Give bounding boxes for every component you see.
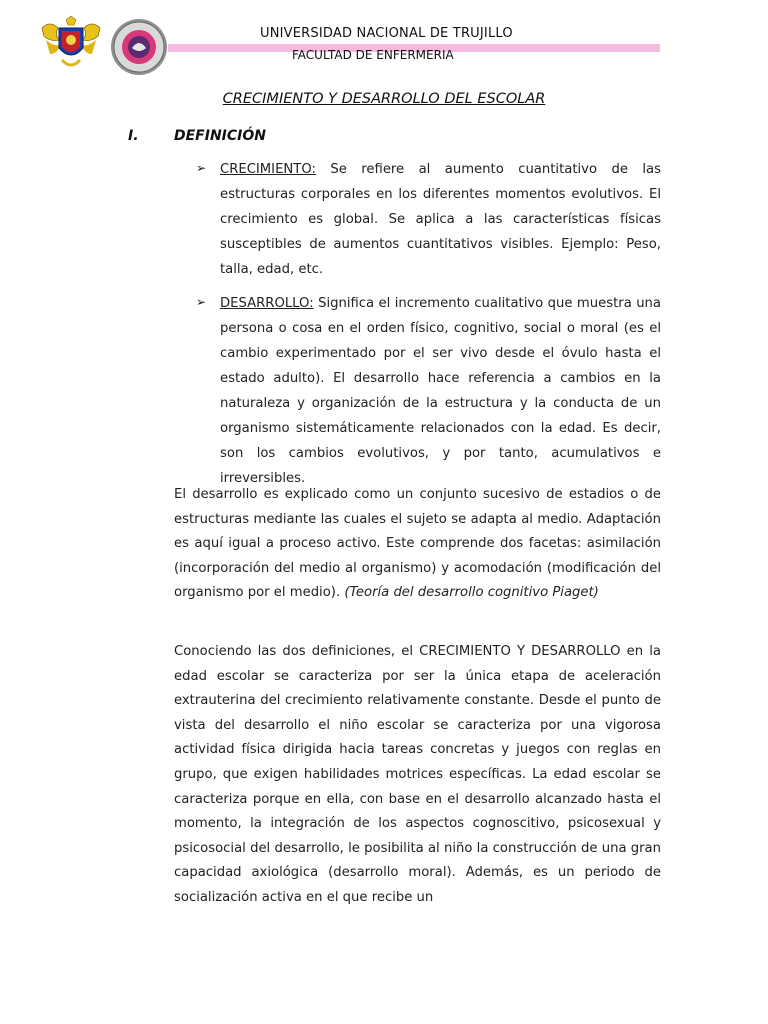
term-crecimiento: CRECIMIENTO: [220, 162, 316, 177]
piaget-citation: (Teoría del desarrollo cognitivo Piaget) [344, 585, 599, 601]
definition-crecimiento [220, 157, 661, 282]
definition-desarrollo [220, 291, 661, 491]
section-number: I. [128, 128, 139, 144]
university-crest-logo [40, 14, 102, 72]
university-name: UNIVERSIDAD NACIONAL DE TRUJILLO [260, 26, 513, 41]
paragraph-piaget [174, 483, 661, 606]
faculty-seal-logo [110, 18, 168, 76]
document-title: CRECIMIENTO Y DESARROLLO DEL ESCOLAR [222, 91, 546, 107]
paragraph-piaget-text: El desarrollo es explicado como un conjunto sucesivo de estadios o de estructuras mediante las cuales el sujeto se adapta al medio. Adaptación es aquí igual a proceso activo. Este comprende dos facetas: asimilación (incorporación del medio al organismo) y acomodación (modificación del organismo por el medio). [174, 487, 661, 601]
bullet-arrow-icon: ➢ [196, 295, 207, 309]
document-header [0, 0, 768, 90]
desarrollo-text: Significa el incremento cualitativo que muestra una persona o cosa en el orden físico, cognitivo, social o moral (es el cambio experimentado por el ser vivo desde el óvulo hasta el estado adulto). El desarrollo hace referencia a cambios en la naturaleza y organización de la estructura y la conducta de un organismo sistemáticamente relacionados con la edad. Es decir, son los cambios evolutivos, y por tanto, acumulativos e irreversibles. [220, 296, 661, 486]
term-desarrollo: DESARROLLO: [220, 296, 314, 311]
section-heading: DEFINICIÓN [174, 128, 266, 144]
crecimiento-text: Se refiere al aumento cuantitativo de las estructuras corporales en los diferentes momentos evolutivos. El crecimiento es global. Se aplica a las características físicas susceptibles de aumentos cuantitativos visibles. Ejemplo: Peso, talla, edad, etc. [220, 162, 661, 277]
bullet-arrow-icon: ➢ [196, 161, 207, 175]
paragraph-school-age: Conociendo las dos definiciones, el CRECIMIENTO Y DESARROLLO en la edad escolar se caracteriza por ser la única etapa de aceleración extrauterina del crecimiento relativamente constante. Desde el punto de vista del desarrollo el niño escolar se caracteriza por una vigorosa actividad física dirigida hacia tareas concretas y juegos con reglas en grupo, que exigen habilidades motrices específicas. La edad escolar se caracteriza porque en ella, con base en el desarrollo alcanzado hasta el momento, la integración de los aspectos cognoscitivo, psicosexual y psicosocial del desarrollo, le posibilita al niño la construcción de una gran capacidad axiológica (desarrollo moral). Además, es un periodo de socialización activa en el que recibe un [174, 644, 661, 905]
faculty-name: FACULTAD DE ENFERMERIA [292, 48, 454, 62]
